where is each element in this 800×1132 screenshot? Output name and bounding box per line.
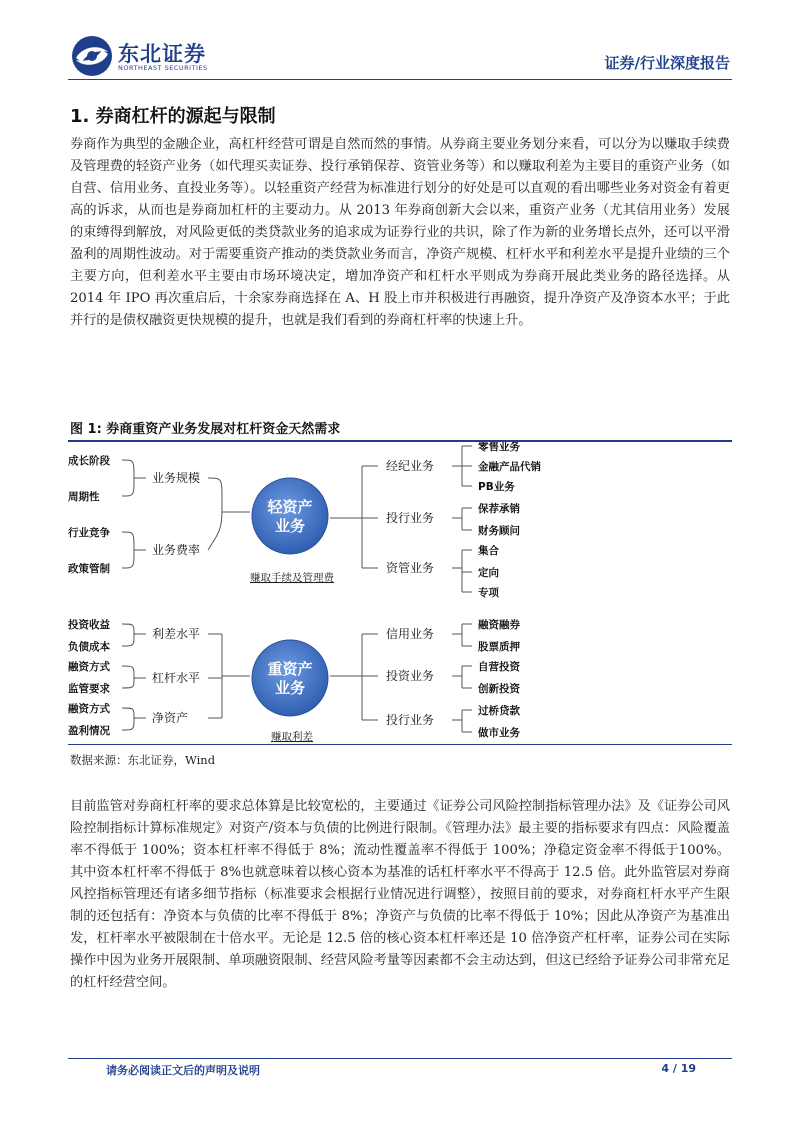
- heavy-group: 投资业务: [386, 669, 435, 683]
- bracket-light-factors-1: [122, 460, 134, 496]
- light-item: 专项: [478, 587, 499, 599]
- light-factor: 行业竞争: [68, 527, 110, 539]
- heavy-hub-line1: 重资产: [267, 660, 313, 678]
- footer-disclaimer: 请务必阅读正文后的声明及说明: [106, 1064, 260, 1077]
- heavy-factor: 盈利情况: [68, 725, 110, 737]
- light-hub-line2: 业务: [274, 517, 306, 535]
- page-header: [0, 0, 800, 80]
- light-driver: 业务规模: [152, 471, 201, 485]
- light-factor: 周期性: [68, 491, 100, 503]
- bracket-light-factors-2: [122, 532, 134, 568]
- northeast-securities-logo-icon: [70, 34, 114, 78]
- light-factor: 成长阶段: [68, 455, 110, 467]
- light-hub-line1: 轻资产: [267, 498, 313, 516]
- heavy-driver: 净资产: [152, 711, 189, 725]
- light-factor: 政策管制: [68, 563, 110, 575]
- light-group: 资管业务: [386, 561, 435, 575]
- page-number: 4 / 19: [661, 1062, 696, 1075]
- bracket-light-drivers: [208, 478, 222, 550]
- heavy-factor: 融资方式: [68, 703, 110, 715]
- heavy-group: 信用业务: [386, 627, 435, 641]
- heavy-factor: 投资收益: [68, 619, 110, 631]
- body-paragraph-1: 券商作为典型的金融企业，高杠杆经营可谓是自然而然的事情。从券商主要业务划分来看，可以分为以赚取手续费及管理费的轻资产业务（如代理买卖证券、投行承销保荐、资管业务等）和以赚取利差为主要目的重资产业务（如自营、信用业务、直投业务等）。以轻重资产经营为标准进行划分的好处是可以直观的看出哪些业务对资金有着更高的诉求，从而也是券商加杠杆的主要动力。从 2013 年券商创新大会以来，重资产业务（尤其信用业务）发展的束缚得到解放，对风险更低的类贷款业务的追求成为证券行业的共识，除了作为新的业务增长点外，还可以平滑盈利的周期性波动。对于需要重资产推动的类贷款业务而言，净资产规模、杠杆水平和利差水平是提升业绩的三个主要方向，但利差水平主要由市场环境决定，增加净资产和杠杆水平则成为券商开展此类业务的路径选择。从 2014 年 IPO 再次重启后，十余家券商选择在 A、H 股上市并积极进行再融资，提升净资产及净资本水平；于此并行的是债权融资更快规模的提升，也就是我们看到的券商杠杆率的快速上升。: [70, 137, 730, 328]
- header-divider: [68, 79, 732, 80]
- figure-source: 数据来源：东北证券，Wind: [70, 753, 216, 767]
- brand-name-cn: 东北证券: [118, 42, 206, 66]
- heavy-factor: 监管要求: [68, 683, 110, 695]
- heavy-item: 过桥贷款: [478, 705, 520, 717]
- light-item: 集合: [478, 545, 499, 557]
- business-structure-diagram: [0, 442, 800, 744]
- heavy-item: 做市业务: [478, 727, 520, 739]
- light-item: PB业务: [478, 481, 515, 493]
- heavy-item: 股票质押: [478, 641, 520, 653]
- heavy-driver: 利差水平: [152, 627, 201, 641]
- heavy-factor: 融资方式: [68, 661, 110, 673]
- heavy-group: 投行业务: [386, 713, 435, 727]
- bracket-light-groups: [362, 466, 378, 568]
- heavy-hub-caption: 赚取利差: [271, 731, 313, 743]
- heavy-factor: 负债成本: [68, 641, 110, 653]
- footer-divider: [68, 1058, 732, 1059]
- heavy-hub-line2: 业务: [274, 679, 306, 697]
- heavy-item: 融资融券: [478, 619, 520, 631]
- bracket-heavy-drivers: [208, 634, 222, 718]
- light-item: 财务顾问: [478, 525, 520, 537]
- report-type-label: 证券/行业深度报告: [604, 54, 730, 72]
- body-paragraph-2: 目前监管对券商杠杆率的要求总体算是比较宽松的，主要通过《证券公司风险控制指标管理办法》及《证券公司风险控制指标计算标准规定》对资产/资本与负债的比例进行限制。《管理办法》最主要的指标要求有四点：风险覆盖率不得低于 100%；资本杠杆率不得低于 8%；流动性覆盖率不得低于 100%；净稳定资金率不得低于100%。其中资本杠杆率不得低于 8%也就意味着以核心资本为基准的话杠杆率水平不得高于 12.5 倍。此外监管层对券商风控指标管理还有诸多细节指标（标准要求会根据行业情况进行调整），按照目前的要求，对券商杠杆水平产生限制的还包括有：净资本与负债的比率不得低于 8%；净资产与负债的比率不得低于 10%；因此从净资产为基准出发，杠杆率水平被限制在十倍水平。无论是 12.5 倍的核心资本杠杆率还是 10 倍净资产杠杆率，证券公司在实际操作中因为业务开展限制、单项融资限制、经营风险考量等因素都不会主动达到，但这已经给予证券公司非常充足的杠杆经营空间。: [70, 799, 730, 990]
- section-title: 1. 券商杠杆的源起与限制: [70, 106, 276, 127]
- light-item: 零售业务: [478, 442, 520, 453]
- light-driver: 业务费率: [152, 543, 201, 557]
- light-item: 金融产品代销: [478, 461, 541, 473]
- light-group: 投行业务: [386, 511, 435, 525]
- light-item: 保荐承销: [478, 503, 520, 515]
- bracket-heavy-groups: [362, 634, 378, 720]
- heavy-item: 创新投资: [478, 683, 520, 695]
- light-asset-hub-circle: [252, 478, 328, 554]
- light-group: 经纪业务: [386, 459, 435, 473]
- heavy-driver: 杠杆水平: [152, 671, 201, 685]
- heavy-asset-hub-circle: [252, 640, 328, 716]
- light-item: 定向: [478, 567, 499, 579]
- heavy-item: 自营投资: [478, 661, 520, 673]
- figure-bottom-rule: [68, 744, 732, 745]
- brand-name-en: NORTHEAST SECURITIES: [118, 64, 208, 72]
- figure-title: 图 1: 券商重资产业务发展对杠杆资金天然需求: [70, 422, 341, 437]
- light-hub-caption: 赚取手续及管理费: [250, 572, 334, 584]
